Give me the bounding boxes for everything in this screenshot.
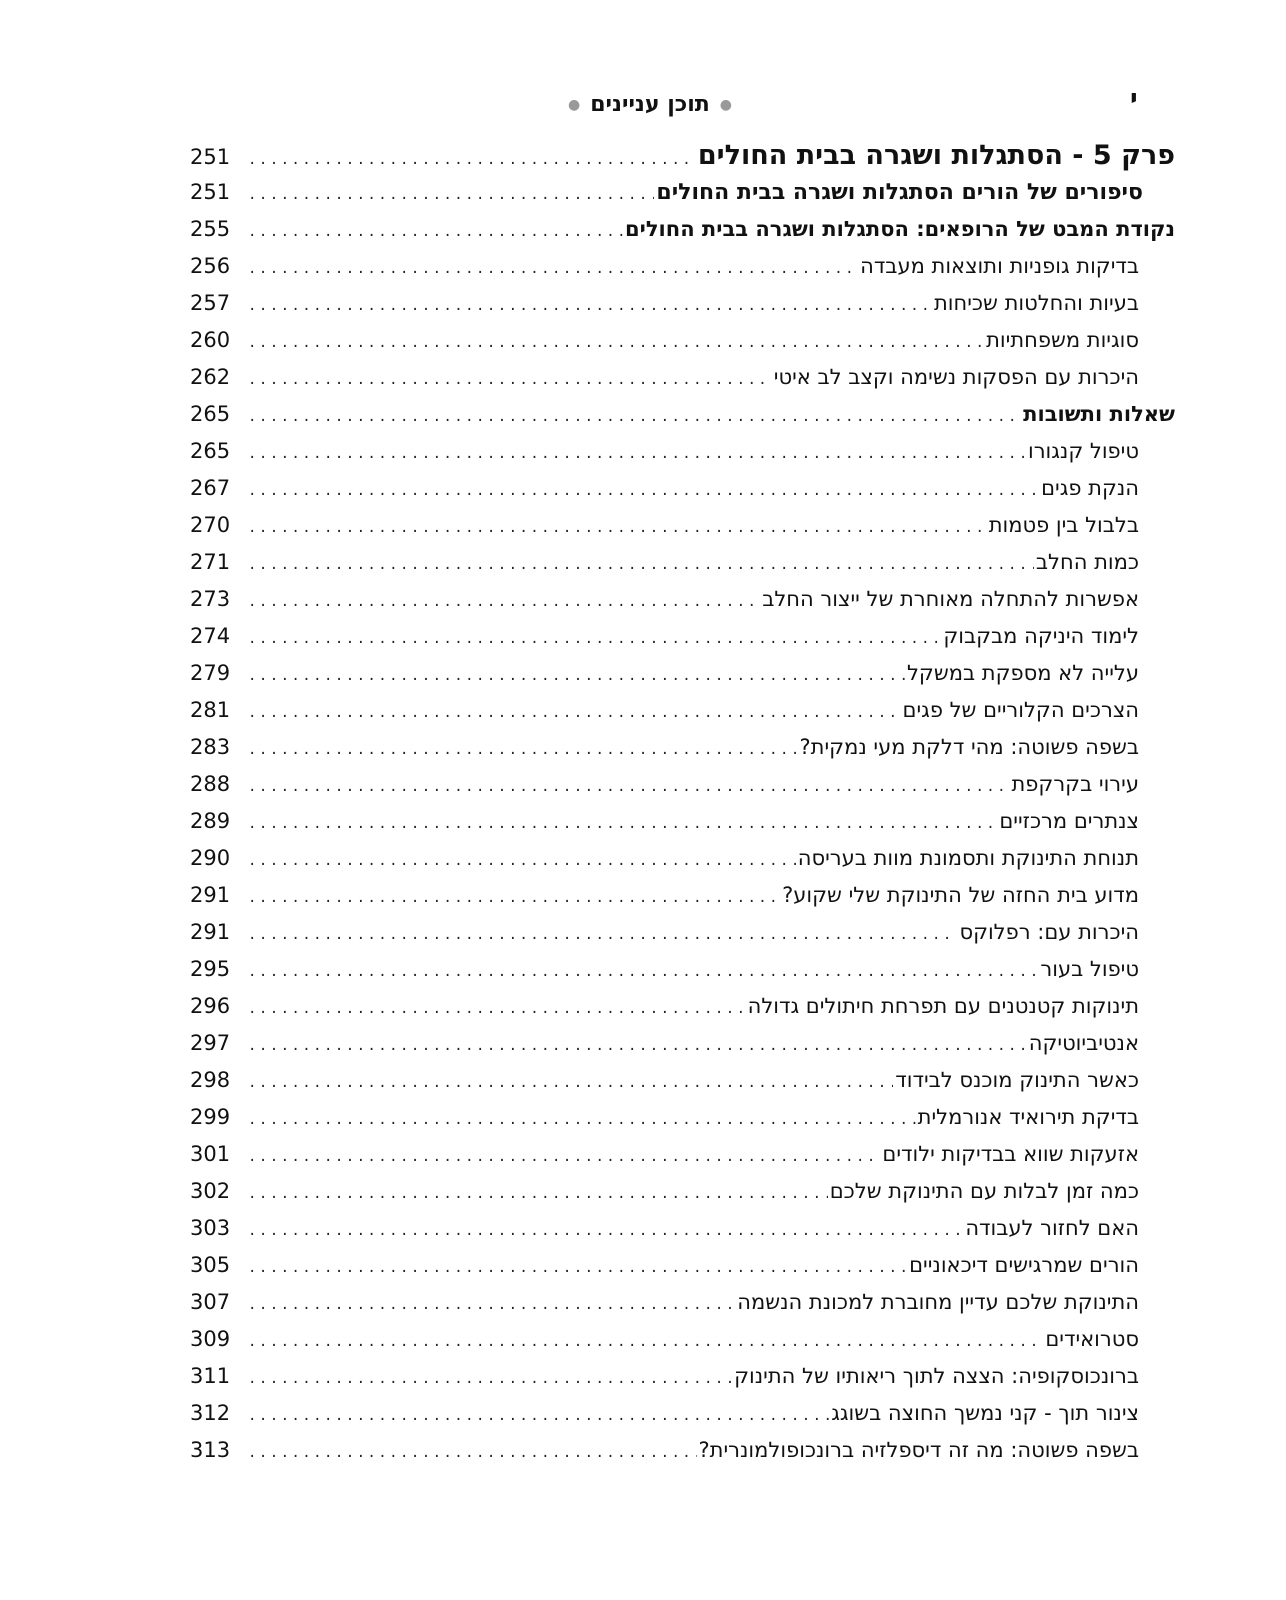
dot-leader bbox=[248, 446, 1026, 462]
toc-entry-page: 305 bbox=[190, 1253, 231, 1277]
toc-entry-page: 271 bbox=[190, 550, 231, 574]
toc-entry-page: 302 bbox=[190, 1179, 231, 1203]
toc-entry-page: 311 bbox=[190, 1364, 231, 1388]
toc-entry-title: סטרואידים bbox=[1045, 1327, 1139, 1351]
dot-leader bbox=[248, 1445, 697, 1461]
toc-entry[interactable] bbox=[190, 328, 1175, 365]
toc-entry[interactable] bbox=[190, 140, 1175, 180]
dot-leader bbox=[248, 1038, 1027, 1054]
table-of-contents bbox=[190, 140, 1175, 1475]
dot-leader bbox=[248, 1334, 1043, 1350]
toc-entry-title: עירוי בקרקפת bbox=[1011, 772, 1139, 796]
running-head bbox=[500, 92, 800, 117]
toc-entry[interactable] bbox=[190, 1401, 1175, 1438]
toc-entry[interactable] bbox=[190, 254, 1175, 291]
toc-entry-page: 313 bbox=[190, 1438, 231, 1462]
dot-leader bbox=[248, 298, 932, 314]
dot-leader bbox=[248, 1075, 893, 1091]
toc-entry-title: תנוחת התינוקת ותסמונת מוות בעריסה bbox=[797, 846, 1139, 870]
toc-entry-title: בדיקות גופניות ותוצאות מעבדה bbox=[860, 254, 1139, 278]
toc-entry[interactable] bbox=[190, 550, 1175, 587]
toc-entry-page: 296 bbox=[190, 994, 231, 1018]
toc-entry-title: טיפול קנגורו bbox=[1027, 439, 1139, 463]
toc-entry-page: 270 bbox=[190, 513, 231, 537]
toc-entry[interactable] bbox=[190, 365, 1175, 402]
dot-leader bbox=[248, 631, 941, 647]
toc-entry-page: 256 bbox=[190, 254, 231, 278]
toc-entry-title: סיפורים של הורים הסתגלות ושגרה בבית החולים bbox=[656, 180, 1143, 205]
toc-entry-title: עלייה לא מספקת במשקל bbox=[906, 661, 1139, 685]
toc-entry-title: היכרות עם הפסקות נשימה וקצב לב איטי bbox=[773, 365, 1139, 389]
dot-leader bbox=[248, 668, 905, 684]
dot-leader bbox=[248, 927, 957, 943]
toc-entry-title: כמה זמן לבלות עם התינוקת שלכם bbox=[829, 1179, 1139, 1203]
toc-entry-title: תינוקות קטנטנים עם תפרחת חיתולים גדולה bbox=[747, 994, 1139, 1018]
toc-entry[interactable] bbox=[190, 1290, 1175, 1327]
toc-entry-page: 265 bbox=[190, 402, 231, 426]
toc-entry-page: 262 bbox=[190, 365, 231, 389]
toc-entry-title: כאשר התינוק מוכנס לבידוד bbox=[895, 1068, 1139, 1092]
toc-entry[interactable] bbox=[190, 1216, 1175, 1253]
toc-entry[interactable] bbox=[190, 772, 1175, 809]
bullet-icon: ● bbox=[719, 97, 733, 113]
toc-entry[interactable] bbox=[190, 624, 1175, 661]
dot-leader bbox=[248, 779, 1010, 795]
toc-entry-title: לימוד היניקה מבקבוק bbox=[943, 624, 1139, 648]
toc-entry-page: 260 bbox=[190, 328, 231, 352]
dot-leader bbox=[248, 1371, 732, 1387]
toc-entry-page: 299 bbox=[190, 1105, 231, 1129]
toc-entry-page: 267 bbox=[190, 476, 231, 500]
dot-leader bbox=[248, 890, 780, 906]
toc-entry-title: כמות החלב bbox=[1035, 550, 1139, 574]
dot-leader bbox=[248, 409, 1021, 425]
toc-entry[interactable] bbox=[190, 513, 1175, 550]
dot-leader bbox=[248, 853, 796, 869]
dot-leader bbox=[248, 705, 901, 721]
toc-entry-title: נקודת המבט של הרופאים: הסתגלות ושגרה בבית החולים bbox=[625, 217, 1175, 241]
toc-entry-title: טיפול בעור bbox=[1040, 957, 1139, 981]
toc-entry-page: 255 bbox=[190, 217, 231, 241]
toc-entry-page: 265 bbox=[190, 439, 231, 463]
toc-entry-page: 298 bbox=[190, 1068, 231, 1092]
toc-entry[interactable] bbox=[190, 809, 1175, 846]
toc-entry-title: אנטיביוטיקה bbox=[1028, 1031, 1139, 1055]
toc-entry-title: בשפה פשוטה: מהי דלקת מעי נמקית? bbox=[799, 735, 1139, 759]
toc-entry-page: 291 bbox=[190, 920, 231, 944]
dot-leader bbox=[248, 1223, 963, 1239]
toc-entry-title: בלבול בין פטמות bbox=[988, 513, 1139, 537]
toc-entry[interactable] bbox=[190, 1327, 1175, 1364]
toc-entry[interactable] bbox=[190, 587, 1175, 624]
toc-entry-title: פרק 5 - הסתגלות ושגרה בבית החולים bbox=[697, 140, 1175, 171]
toc-entry-page: 279 bbox=[190, 661, 231, 685]
toc-entry[interactable] bbox=[190, 1438, 1175, 1475]
dot-leader bbox=[248, 964, 1038, 980]
dot-leader bbox=[248, 1149, 880, 1165]
toc-entry-title: ברונכוסקופיה: הצצה לתוך ריאותיו של התינוק bbox=[734, 1364, 1139, 1388]
toc-entry[interactable] bbox=[190, 217, 1175, 254]
toc-entry-title: היכרות עם: רפלוקס bbox=[959, 920, 1139, 944]
toc-entry[interactable] bbox=[190, 994, 1175, 1031]
dot-leader bbox=[248, 152, 696, 168]
dot-leader bbox=[248, 557, 1034, 573]
toc-entry-title: אפשרות להתחלה מאוחרת של ייצור החלב bbox=[762, 587, 1139, 611]
dot-leader bbox=[248, 483, 1039, 499]
running-head-title: תוכן עניינים bbox=[590, 92, 710, 117]
dot-leader bbox=[248, 594, 760, 610]
toc-entry[interactable] bbox=[190, 735, 1175, 772]
toc-entry[interactable] bbox=[190, 180, 1175, 217]
toc-entry-title: התינוקת שלכם עדיין מחוברת למכונת הנשמה bbox=[737, 1290, 1139, 1314]
dot-leader bbox=[248, 224, 623, 240]
dot-leader bbox=[248, 520, 987, 536]
toc-entry-page: 297 bbox=[190, 1031, 231, 1055]
toc-entry[interactable] bbox=[190, 698, 1175, 735]
dot-leader bbox=[248, 1186, 828, 1202]
toc-entry[interactable] bbox=[190, 920, 1175, 957]
toc-entry-page: 291 bbox=[190, 883, 231, 907]
toc-entry[interactable] bbox=[190, 1068, 1175, 1105]
toc-entry-page: 288 bbox=[190, 772, 231, 796]
toc-entry-page: 281 bbox=[190, 698, 231, 722]
dot-leader bbox=[248, 372, 772, 388]
toc-entry-title: הורים שמרגישים דיכאוניים bbox=[909, 1253, 1139, 1277]
toc-entry-page: 307 bbox=[190, 1290, 231, 1314]
toc-entry-page: 289 bbox=[190, 809, 231, 833]
toc-entry-page: 274 bbox=[190, 624, 231, 648]
toc-entry[interactable] bbox=[190, 661, 1175, 698]
toc-entry[interactable] bbox=[190, 291, 1175, 328]
toc-entry-page: 251 bbox=[190, 145, 231, 169]
toc-entry[interactable] bbox=[190, 1105, 1175, 1142]
toc-entry-title: אזעקות שווא בבדיקות ילודים bbox=[882, 1142, 1139, 1166]
page-number-letter: י bbox=[1130, 84, 1138, 114]
dot-leader bbox=[248, 1260, 907, 1276]
toc-entry-title: צינור תוך - קני נמשך החוצה בשוגג bbox=[831, 1401, 1139, 1425]
toc-entry-page: 273 bbox=[190, 587, 231, 611]
toc-entry-title: הנקת פגים bbox=[1041, 476, 1139, 500]
dot-leader bbox=[248, 816, 997, 832]
toc-entry-page: 251 bbox=[190, 180, 231, 204]
dot-leader bbox=[248, 1408, 829, 1424]
toc-entry-page: 283 bbox=[190, 735, 231, 759]
toc-entry[interactable] bbox=[190, 883, 1175, 920]
toc-entry-title: שאלות ותשובות bbox=[1023, 402, 1175, 426]
toc-entry[interactable] bbox=[190, 1031, 1175, 1068]
dot-leader bbox=[248, 261, 858, 277]
dot-leader bbox=[248, 1297, 735, 1313]
toc-entry[interactable] bbox=[190, 439, 1175, 476]
toc-entry[interactable] bbox=[190, 476, 1175, 513]
toc-entry-page: 309 bbox=[190, 1327, 231, 1351]
dot-leader bbox=[248, 335, 984, 351]
toc-entry-page: 257 bbox=[190, 291, 231, 315]
toc-entry[interactable] bbox=[190, 1253, 1175, 1290]
dot-leader bbox=[248, 1112, 916, 1128]
toc-entry[interactable] bbox=[190, 402, 1175, 439]
toc-entry[interactable] bbox=[190, 1364, 1175, 1401]
toc-entry-title: סוגיות משפחתיות bbox=[986, 328, 1139, 352]
toc-entry[interactable] bbox=[190, 957, 1175, 994]
toc-entry-page: 303 bbox=[190, 1216, 231, 1240]
toc-entry[interactable] bbox=[190, 846, 1175, 883]
toc-entry-title: האם לחזור לעבודה bbox=[965, 1216, 1139, 1240]
toc-entry[interactable] bbox=[190, 1142, 1175, 1179]
toc-entry-page: 312 bbox=[190, 1401, 231, 1425]
toc-entry-title: צנתרים מרכזיים bbox=[999, 809, 1139, 833]
toc-entry-title: מדוע בית החזה של התינוקת שלי שקוע? bbox=[782, 883, 1139, 907]
toc-entry-page: 295 bbox=[190, 957, 231, 981]
dot-leader bbox=[248, 187, 654, 203]
toc-entry-page: 301 bbox=[190, 1142, 231, 1166]
toc-entry[interactable] bbox=[190, 1179, 1175, 1216]
bullet-icon: ● bbox=[567, 97, 581, 113]
toc-entry-title: בשפה פשוטה: מה זה דיספלזיה ברונכופולמונרית? bbox=[698, 1438, 1139, 1462]
dot-leader bbox=[248, 742, 798, 758]
toc-entry-title: בדיקת תירואיד אנורמלית bbox=[917, 1105, 1139, 1129]
dot-leader bbox=[248, 1001, 746, 1017]
toc-entry-title: הצרכים הקלוריים של פגים bbox=[902, 698, 1139, 722]
toc-entry-title: בעיות והחלטות שכיחות bbox=[933, 291, 1139, 315]
toc-entry-page: 290 bbox=[190, 846, 231, 870]
